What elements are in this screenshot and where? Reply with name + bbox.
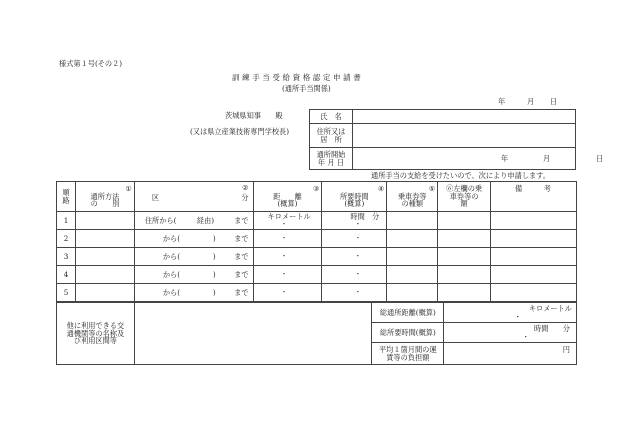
header-time xyxy=(322,182,387,212)
distance-decimal-dot: ・ xyxy=(280,220,288,228)
total-distance-field[interactable] xyxy=(444,303,577,323)
time-field[interactable] xyxy=(322,230,387,248)
route-table xyxy=(56,181,577,302)
fare-label-2: 賃等の負担額 xyxy=(386,352,430,362)
time-field[interactable] xyxy=(322,212,387,230)
other-transport-label xyxy=(57,303,135,365)
section-from: から( xyxy=(162,270,181,279)
header-section-right: 分 xyxy=(241,193,249,202)
section-field[interactable] xyxy=(134,284,253,302)
section-to: まで xyxy=(234,216,249,225)
section-to: まで xyxy=(234,234,249,243)
header-ticket-2: の種類 xyxy=(401,199,424,209)
header-amount xyxy=(438,182,491,212)
start-date-month: 月 xyxy=(543,154,551,163)
section-to: まで xyxy=(234,252,249,261)
remarks-field[interactable] xyxy=(491,230,577,248)
start-date-year: 年 xyxy=(501,154,509,163)
start-date-label xyxy=(310,148,353,170)
section-via: ) xyxy=(212,270,216,279)
table-row xyxy=(57,212,577,230)
row-order: 5 xyxy=(57,284,76,302)
header-amount-2: 車券等の xyxy=(449,191,479,201)
header-ticket xyxy=(387,182,438,212)
distance-unit: キロメートル xyxy=(267,212,311,221)
distance-decimal-dot: ・ xyxy=(280,234,288,242)
row-order: 1 xyxy=(57,212,76,230)
row-order: 2 xyxy=(57,230,76,248)
remarks-field[interactable] xyxy=(491,284,577,302)
distance-decimal-dot: ・ xyxy=(280,270,288,278)
distance-field[interactable] xyxy=(253,284,322,302)
other-transport-label-3: び利用区間等 xyxy=(73,336,117,346)
start-date-label-line1: 通所開始 xyxy=(316,149,346,159)
section-to: まで xyxy=(234,288,249,297)
fare-label xyxy=(372,343,444,365)
section-from: 住所から( xyxy=(144,216,177,225)
ticket-field[interactable] xyxy=(387,266,438,284)
header-remarks-label: 備 考 xyxy=(515,184,551,193)
time-field[interactable] xyxy=(322,266,387,284)
time-separator-dot: ・ xyxy=(354,234,362,242)
address-label-line2: 居 所 xyxy=(320,134,342,144)
other-transport-table xyxy=(56,302,577,365)
row-order: 4 xyxy=(57,266,76,284)
header-method xyxy=(75,182,134,212)
distance-field[interactable] xyxy=(253,212,322,230)
time-separator-dot: ・ xyxy=(354,270,362,278)
start-date-label-line2: 年 月 日 xyxy=(317,157,345,167)
other-transport-label-2: 通機関等の名称及 xyxy=(66,328,125,338)
remarks-field[interactable] xyxy=(491,266,577,284)
table-row xyxy=(57,248,577,266)
time-unit: 時間 分 xyxy=(350,212,380,221)
header-section xyxy=(134,182,253,212)
method-field[interactable] xyxy=(75,266,134,284)
header-distance-2: (概算) xyxy=(277,199,298,209)
ticket-field[interactable] xyxy=(387,230,438,248)
section-via: ) xyxy=(212,288,216,297)
header-amount-3: 額 xyxy=(460,199,468,209)
date-year-label: 年 xyxy=(498,97,506,106)
header-order xyxy=(57,182,76,212)
total-distance-label: 総通所距離(概算) xyxy=(372,303,444,323)
start-date-field[interactable] xyxy=(353,148,604,170)
other-transport-label-1: 他に利用できる交 xyxy=(66,320,125,330)
section-via: 経由) xyxy=(196,216,215,225)
applicant-info-table xyxy=(309,109,604,170)
header-ticket-1: 乗車券等 xyxy=(397,191,427,201)
form-title: 訓練手当受給資格認定申請書 xyxy=(232,73,364,82)
header-section-left: 区 xyxy=(151,193,160,202)
address-label xyxy=(310,124,353,148)
name-field[interactable] xyxy=(353,110,576,124)
header-time-1: 所要時間 xyxy=(339,191,369,201)
form-number: 様式第１号(その２) xyxy=(59,59,123,68)
total-time-label: 総所要時間(概算) xyxy=(372,323,444,343)
header-distance-num: ③ xyxy=(312,183,320,193)
header-remarks xyxy=(491,182,577,212)
section-field[interactable] xyxy=(134,266,253,284)
method-field[interactable] xyxy=(75,230,134,248)
total-time-dot: ・ xyxy=(522,333,530,341)
header-order-1: 順 xyxy=(62,187,70,197)
total-time-field[interactable] xyxy=(444,323,577,343)
time-separator-dot: ・ xyxy=(354,220,362,228)
application-statement: 通所手当の支給を受けたいので、次により申請します。 xyxy=(371,171,550,180)
section-to: まで xyxy=(234,270,249,279)
start-date-day: 日 xyxy=(596,154,604,163)
ticket-field[interactable] xyxy=(387,284,438,302)
distance-field[interactable] xyxy=(253,266,322,284)
distance-field[interactable] xyxy=(253,230,322,248)
header-amount-1: ⑥左欄の乗 xyxy=(446,183,483,193)
method-field[interactable] xyxy=(75,248,134,266)
distance-decimal-dot: ・ xyxy=(280,252,288,260)
time-separator-dot: ・ xyxy=(354,288,362,296)
table-row xyxy=(57,284,577,302)
total-distance-dot: ・ xyxy=(514,313,522,321)
total-distance-unit: キロメートル xyxy=(528,304,572,313)
row-order: 3 xyxy=(57,248,76,266)
header-ticket-num: ⑤ xyxy=(428,183,436,193)
date-day-label: 日 xyxy=(550,97,558,106)
header-section-num: ② xyxy=(242,183,249,192)
distance-field[interactable] xyxy=(253,248,322,266)
amount-field[interactable] xyxy=(438,230,491,248)
header-order-2: 路 xyxy=(62,195,70,205)
header-method-1: 通所方法 xyxy=(90,191,120,201)
amount-field[interactable] xyxy=(438,212,491,230)
remarks-field[interactable] xyxy=(491,212,577,230)
section-from: から( xyxy=(162,234,181,243)
section-from: から( xyxy=(162,252,181,261)
header-distance-1: 距 離 xyxy=(273,191,302,201)
time-separator-dot: ・ xyxy=(354,252,362,260)
time-field[interactable] xyxy=(322,284,387,302)
date-month-label: 月 xyxy=(527,97,535,106)
method-field[interactable] xyxy=(75,284,134,302)
total-time-unit: 時間 分 xyxy=(534,324,570,333)
header-time-2: (概算) xyxy=(344,199,365,209)
other-transport-field[interactable] xyxy=(134,303,372,365)
header-method-num: ① xyxy=(125,183,132,193)
section-via: ) xyxy=(212,252,216,261)
section-field[interactable] xyxy=(134,230,253,248)
header-distance xyxy=(253,182,322,212)
addressee-governor: 茨城県知事 殿 xyxy=(225,111,283,120)
section-via: ) xyxy=(212,234,216,243)
amount-field[interactable] xyxy=(438,248,491,266)
fare-unit: 円 xyxy=(562,345,570,354)
header-method-2: の 別 xyxy=(90,199,120,209)
route-table-header xyxy=(57,182,577,212)
section-field[interactable] xyxy=(134,248,253,266)
address-field[interactable] xyxy=(353,124,576,148)
header-time-num: ④ xyxy=(377,183,385,193)
name-label: 氏 名 xyxy=(310,110,353,124)
section-field[interactable] xyxy=(134,212,253,230)
distance-decimal-dot: ・ xyxy=(280,288,288,296)
address-label-line1: 住所又は xyxy=(316,126,346,136)
table-row xyxy=(57,230,577,248)
addressee-school: (又は県立産業技術専門学校長) xyxy=(190,127,290,136)
application-date xyxy=(480,98,580,108)
method-field[interactable] xyxy=(75,212,134,230)
fare-field[interactable] xyxy=(444,343,577,365)
section-from: から( xyxy=(162,288,181,297)
amount-field[interactable] xyxy=(438,266,491,284)
time-field[interactable] xyxy=(322,248,387,266)
remarks-field[interactable] xyxy=(491,248,577,266)
ticket-field[interactable] xyxy=(387,212,438,230)
form-subtitle: (通所手当関係) xyxy=(282,84,331,93)
table-row xyxy=(57,266,577,284)
amount-field[interactable] xyxy=(438,284,491,302)
fare-label-1: 平均１箇月間の運 xyxy=(379,344,437,354)
ticket-field[interactable] xyxy=(387,248,438,266)
